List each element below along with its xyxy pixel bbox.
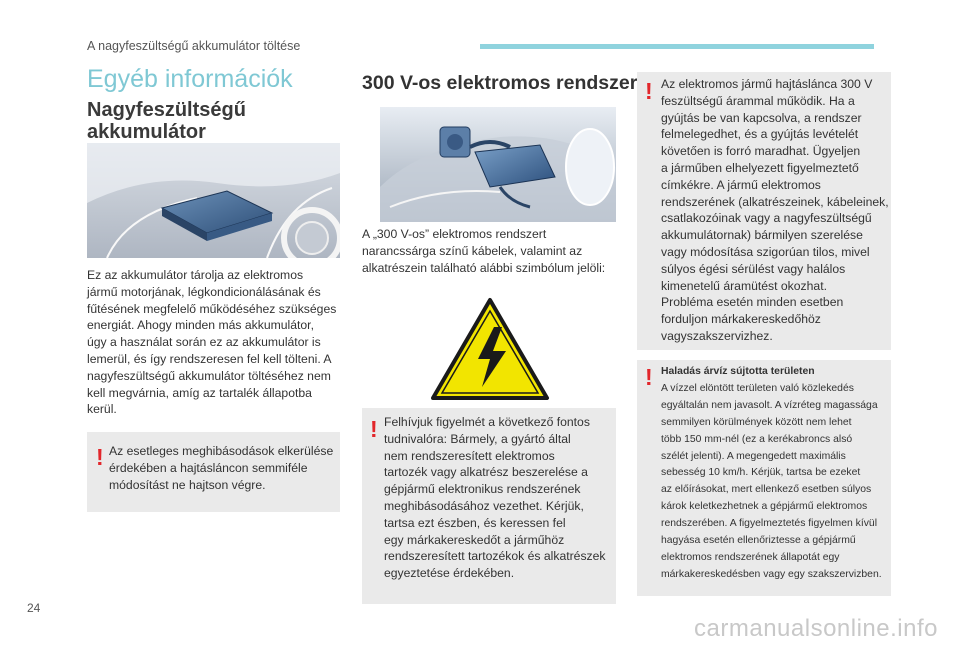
warning-box-flood [637, 360, 891, 596]
text-line: Az elektromos jármű hajtáslánca 300 V [661, 77, 873, 91]
text-line: hagyása esetén ellenőriztesse a gépjármű [661, 535, 856, 547]
text-line: A vízzel elöntött területen való közlekedés [661, 382, 854, 394]
header-accent-bar [480, 44, 874, 49]
text-line: vagy módosítása szigorúan tilos, mivel [661, 244, 870, 259]
text-line: elektromos rendszerének állapotát egy [661, 551, 840, 563]
text-line: címkékre. A jármű elektromos [661, 177, 821, 192]
engine-bay-illustration [380, 107, 616, 222]
text-line: szélét jelenti). A megengedett maximális [661, 450, 846, 462]
text-line: károk keletkezhetnek a gépjármű elektromos [661, 501, 868, 513]
warning-box-drivetrain [87, 432, 340, 512]
text-line: rendszeresített tartozékok és alkatrészek [384, 549, 606, 564]
text-line: kimenetelű áramütést okozhat. [661, 278, 827, 293]
warning-exclamation-icon: ! [96, 444, 104, 470]
text-line: kerül. [87, 402, 117, 417]
text-line: az előírásokat, mert ellenkező esetben súlyos [661, 484, 872, 496]
text-line: csatlakozóinak vagy a nagyfeszültségű [661, 211, 872, 226]
text-line: márkakereskedésben vagy egy szakszervizben. [661, 568, 882, 580]
text-line: gépjármű elektronikus rendszerének [384, 482, 581, 497]
text-line: egyáltalán nem javasolt. A vízréteg magassága [661, 399, 878, 411]
text-line: lemerül, és így rendszeresen fel kell tölteni. A [87, 351, 332, 366]
text-line: Ez az akkumulátor tárolja az elektromos [87, 268, 304, 282]
text-line: vagyszakszervizhez. [661, 328, 773, 343]
text-line: nagyfeszültségű akkumulátor töltéséhez nem [87, 368, 331, 383]
text-line: feszültségű árammal működik. Ha a [661, 93, 855, 108]
battery-description [87, 267, 342, 418]
watermark: carmanualsonline.info [694, 615, 938, 642]
text-line: kell megvárnia, amíg az tartalék állapotba [87, 385, 312, 400]
text-line: A „300 V-os” elektromos rendszert [362, 227, 547, 241]
text-line: alkatrészein található alábbi szimbólum jelöli: [362, 260, 606, 275]
text-line: több 150 mm-nél (ez a kerékabroncs alsó [661, 433, 853, 445]
text-line: energiát. Ahogy minden más akkumulátor, [87, 318, 314, 333]
text-line: sebesség 10 km/h. Kérjük, tartsa be ezeket [661, 467, 861, 479]
flood-warning-title: Haladás árvíz sújtotta területen [661, 366, 815, 377]
high-voltage-warning-icon [430, 297, 550, 402]
text-line: meghibásodásához vezethet. Kérjük, [384, 498, 584, 513]
text-line: tudnivalóra: Bármely, a gyártó által [384, 431, 571, 446]
text-line: követően is forró maradhat. Ügyeljen [661, 144, 861, 159]
warning-exclamation-icon: ! [645, 364, 653, 390]
text-line: érdekében a hajtásláncon semmiféle [109, 460, 308, 475]
subtitle-line: akkumulátor [87, 121, 206, 143]
text-line: súlyos égési sérülést vagy halálos [661, 261, 846, 276]
text-line: gyújtás be van kapcsolva, a rendszer [661, 110, 862, 125]
text-line: akkumulátornak) bármilyen szerelése [661, 228, 863, 243]
warning-exclamation-icon: ! [645, 78, 653, 104]
text-line: a járműben elhelyezett figyelmeztető [661, 160, 859, 175]
text-line: forduljon márkakereskedőhöz [661, 312, 821, 327]
text-line: nem rendszeresített elektromos [384, 448, 555, 463]
warning-text [384, 414, 614, 582]
text-line: felmelegedhet, és a gyújtás levételét [661, 127, 859, 142]
text-line: Felhívjuk figyelmét a következő fontos [384, 415, 590, 429]
running-header: A nagyfeszültségű akkumulátor töltése [87, 39, 301, 53]
electric-system-title: 300 V-os elektromos rendszer [362, 72, 638, 94]
warning-text [661, 364, 889, 584]
text-line: fűtésének megfelelő működéséhez szükséges [87, 301, 337, 316]
battery-illustration [87, 143, 340, 258]
text-line: Probléma esetén minden esetben [661, 295, 844, 310]
text-line: egyeztetése érdekében. [384, 566, 515, 581]
text-line: rendszerének (alkatrészeinek, kábeleinek, [661, 194, 889, 209]
subtitle-line: Nagyfeszültségű [87, 99, 246, 121]
warning-text [109, 443, 337, 493]
text-line: úgy a használat során ez az akkumulátor is [87, 335, 321, 350]
text-line: narancssárga színű kábelek, valamint az [362, 243, 583, 258]
text-line: egy márkakereskedőt a járműhöz [384, 532, 565, 547]
page-title: Egyéb információk [87, 65, 293, 93]
page-number: 24 [27, 601, 41, 615]
electric-system-description [362, 226, 617, 276]
text-line: Az esetleges meghibásodások elkerülése [109, 444, 334, 458]
warning-text [661, 76, 891, 345]
text-line: jármű motorjának, légkondicionálásának és [87, 284, 321, 299]
text-line: módosítást ne hajtson végre. [109, 477, 266, 492]
warning-exclamation-icon: ! [370, 416, 378, 442]
warning-box-accessories [362, 408, 616, 604]
text-line: semmilyen körülmények között nem lehet [661, 416, 852, 428]
battery-subtitle [87, 99, 246, 143]
text-line: tartozék vagy alkatrész beszerelése a [384, 465, 588, 480]
warning-box-high-voltage [637, 72, 891, 350]
text-line: rendszerében. A figyelmeztetés figyelmen kívül [661, 518, 878, 530]
text-line: tartsa ezt észben, és keressen fel [384, 515, 566, 530]
